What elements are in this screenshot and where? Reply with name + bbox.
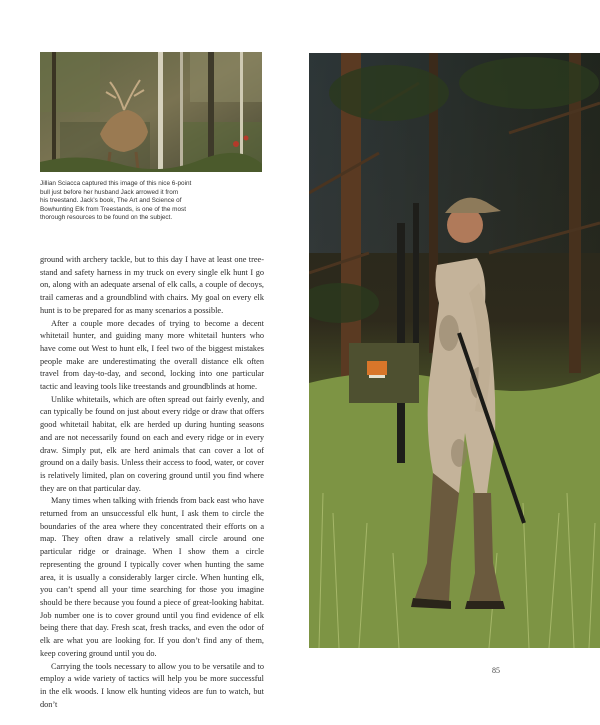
paragraph: Unlike whitetails, which are often spread out fairly evenly, and can typically be found on just about every ridge or draw that offers good whitetail habitat, elk are herded up during hunting seasons and are not necessarily found on each and every ridge or in every draw. Simply put, elk are herd animals that can cover a lot of ground on a daily basis. Unless their access to food, water, or cover is relatively limited, plan on covering ground until you find where they are on that particular day. [40,394,264,493]
caption-line: Jillian Sciacca captured this image of this nice 6-point [40,180,192,187]
photo-caption [40,180,220,223]
caption-line: his treestand. Jack’s book, The Art and Science of [40,197,182,205]
hunter-photo [309,53,600,648]
body-text [40,254,264,711]
caption-line: thorough resources to be found on the subject. [40,214,173,222]
caption-line: Bowhunting Elk from Treestands, is one of the most [40,205,186,213]
elk-photo-graphic [40,52,262,172]
caption-line: bull just before her husband Jack arrowed it from [40,188,179,196]
elk-photo [40,52,262,172]
paragraph: ground with archery tackle, but to this day I have at least one tree-stand and safety harness in my truck on every single elk hunt I go on, along with an adequate arsenal of elk calls, a couple of decoys, trail cameras and a groundblind with chairs. My goal on every elk hunt is to be prepared for as many scenarios a possible. [40,255,264,315]
paragraph: Carrying the tools necessary to allow you to be versatile and to employ a wide variety of tactics will help you be more successful in the elk woods. I know elk hunting videos are fun to watch, but don’t [40,661,264,709]
paragraph: After a couple more decades of trying to become a decent whitetail hunter, and guiding many more whitetail hunters who have come out West to hunt elk, I feel two of the biggest mistakes people make are underestimating the overall distance elk often travel from day-to-day, and second, locking into one particular tactic and leaving tools like treestands and groundblinds at home. [40,318,264,392]
paragraph: Many times when talking with friends from back east who have returned from an unsuccessful elk hunt, I ask them to circle the boundaries of the area where they concentrated their efforts on a map. They often draw a relatively small circle around one particular ridge or drainage. When I show them a circle representing the ground I typically cover when hunting the same area, it is usually a considerably larger circle. When hunting elk, you can’t spend all your time searching for those you imagine should be there because you found a piece of great-looking habitat. Job number one is to cover ground until you find evidence of elk being there that day. Fresh scat, fresh tracks, and even the odor of elk are what you are looking for. If you don’t find any of them, keep covering ground until you do. [40,496,264,658]
hunter-photo-graphic [309,53,600,648]
page-number: 85 [492,666,500,675]
